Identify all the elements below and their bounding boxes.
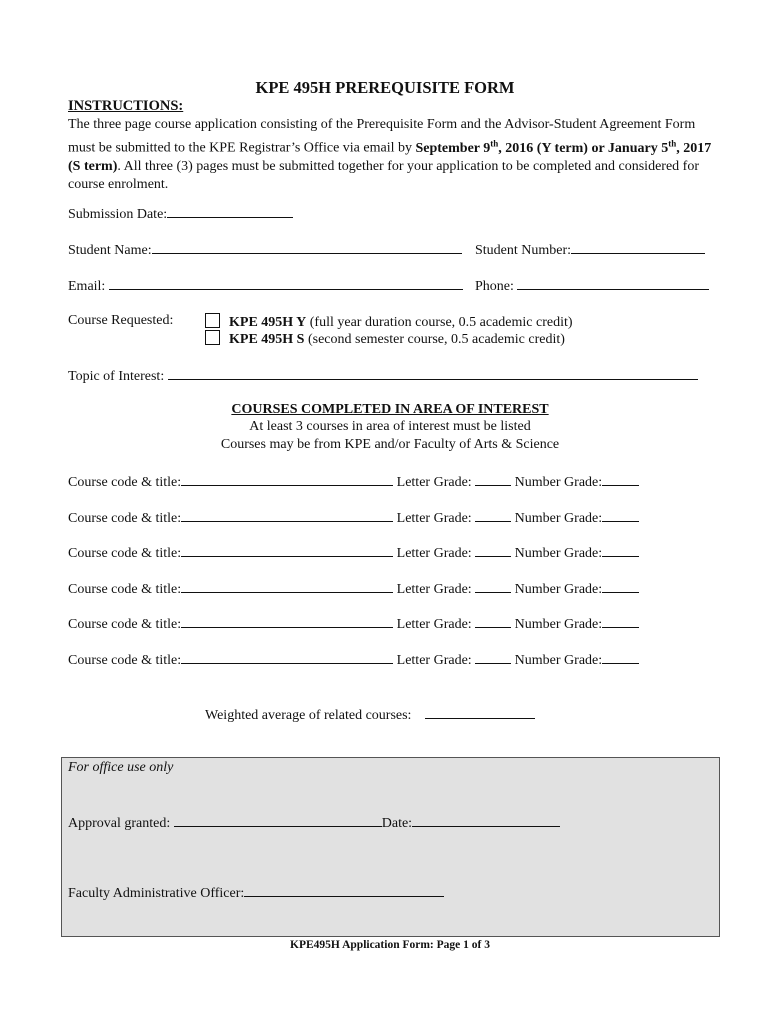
course-s-code: KPE 495H S xyxy=(229,332,305,347)
course-code-label: Course code & title: xyxy=(68,653,182,668)
student-name-label: Student Name: xyxy=(68,243,152,258)
topic-row xyxy=(68,367,698,385)
instructions-part2: . All three (3) pages must be submitted together for your application to be completed and considered for course enrolment. xyxy=(68,158,699,192)
student-number-label: Student Number: xyxy=(475,243,572,258)
number-grade-label: Number Grade: xyxy=(514,617,603,632)
student-name-row xyxy=(68,241,462,259)
page-footer: KPE495H Application Form: Page 1 of 3 xyxy=(290,939,490,951)
topic-label: Topic of Interest: xyxy=(68,369,165,384)
letter-grade-label: Letter Grade: xyxy=(396,653,472,668)
number-grade-label: Number Grade: xyxy=(514,653,603,668)
number-grade-label: Number Grade: xyxy=(514,546,603,561)
officer-field[interactable] xyxy=(244,884,444,897)
office-date-label: Date: xyxy=(381,816,413,831)
phone-row xyxy=(475,277,709,295)
course-code-label: Course code & title: xyxy=(68,546,182,561)
student-name-field[interactable] xyxy=(152,241,462,254)
topic-field[interactable] xyxy=(168,367,698,380)
instructions-heading: INSTRUCTIONS: xyxy=(68,98,184,114)
number-grade-label: Number Grade: xyxy=(514,475,603,490)
officer-row xyxy=(68,884,444,902)
letter-grade-label: Letter Grade: xyxy=(396,475,472,490)
course-row xyxy=(68,580,639,598)
course-code-field[interactable] xyxy=(181,473,393,486)
course-row xyxy=(68,509,639,527)
deadline-y-term: September 9th, 2016 (Y term) or January 5th, 2017 (S term) xyxy=(68,138,712,174)
course-code-field[interactable] xyxy=(181,580,393,593)
letter-grade-label: Letter Grade: xyxy=(396,511,472,526)
course-option-y[interactable] xyxy=(205,313,573,331)
instructions-part1: The three page course application consisting of the Prerequisite Form and the Advisor-Student Agreement Form must be submitted to the KPE Registrar’s Office via email by xyxy=(68,117,696,156)
officer-label: Faculty Administrative Officer: xyxy=(68,886,245,901)
courses-line2: Courses may be from KPE and/or Faculty of Arts & Science xyxy=(220,437,560,452)
course-code-label: Course code & title: xyxy=(68,511,182,526)
letter-grade-field[interactable] xyxy=(475,473,511,486)
number-grade-field[interactable] xyxy=(602,544,639,557)
letter-grade-field[interactable] xyxy=(475,580,511,593)
course-row xyxy=(68,651,639,669)
course-code-field[interactable] xyxy=(181,615,393,628)
letter-grade-label: Letter Grade: xyxy=(396,617,472,632)
phone-label: Phone: xyxy=(475,279,514,294)
number-grade-field[interactable] xyxy=(602,473,639,486)
student-number-field[interactable] xyxy=(571,241,705,254)
courses-line1: At least 3 courses in area of interest must be listed xyxy=(249,419,531,434)
office-date-field[interactable] xyxy=(412,814,560,827)
weighted-average-field[interactable] xyxy=(425,706,535,719)
letter-grade-field[interactable] xyxy=(475,544,511,557)
instructions-text xyxy=(68,116,718,194)
course-y-desc: (full year duration course, 0.5 academic credit) xyxy=(306,315,573,330)
weighted-average-row xyxy=(205,706,535,724)
form-title: KPE 495H PREREQUISITE FORM xyxy=(255,78,515,97)
course-code-label: Course code & title: xyxy=(68,582,182,597)
student-number-row xyxy=(475,241,705,259)
approval-field[interactable] xyxy=(174,814,382,827)
course-s-checkbox[interactable] xyxy=(205,330,220,345)
submission-date-field[interactable] xyxy=(167,205,293,218)
course-y-code: KPE 495H Y xyxy=(229,315,307,330)
number-grade-field[interactable] xyxy=(602,509,639,522)
weighted-average-label: Weighted average of related courses: xyxy=(205,708,412,723)
course-code-label: Course code & title: xyxy=(68,475,182,490)
number-grade-label: Number Grade: xyxy=(514,511,603,526)
course-row xyxy=(68,544,639,562)
number-grade-field[interactable] xyxy=(602,651,639,664)
courses-heading: COURSES COMPLETED IN AREA OF INTEREST xyxy=(231,402,549,417)
email-row xyxy=(68,277,463,295)
course-code-field[interactable] xyxy=(181,544,393,557)
course-code-field[interactable] xyxy=(181,509,393,522)
phone-field[interactable] xyxy=(517,277,709,290)
letter-grade-label: Letter Grade: xyxy=(396,546,472,561)
letter-grade-field[interactable] xyxy=(475,615,511,628)
submission-date-row xyxy=(68,205,293,223)
course-requested-label: Course Requested: xyxy=(68,313,174,328)
approval-label: Approval granted: xyxy=(68,816,171,831)
email-field[interactable] xyxy=(109,277,463,290)
course-code-label: Course code & title: xyxy=(68,617,182,632)
course-option-s[interactable] xyxy=(205,330,565,348)
office-use-box xyxy=(61,757,720,937)
course-code-field[interactable] xyxy=(181,651,393,664)
submission-date-label: Submission Date: xyxy=(68,207,168,222)
course-row xyxy=(68,473,639,491)
approval-row xyxy=(68,814,560,832)
course-s-desc: (second semester course, 0.5 academic credit) xyxy=(304,332,565,347)
letter-grade-label: Letter Grade: xyxy=(396,582,472,597)
letter-grade-field[interactable] xyxy=(475,651,511,664)
course-y-checkbox[interactable] xyxy=(205,313,220,328)
office-use-heading: For office use only xyxy=(68,760,174,775)
course-row xyxy=(68,615,639,633)
email-label: Email: xyxy=(68,279,106,294)
letter-grade-field[interactable] xyxy=(475,509,511,522)
number-grade-label: Number Grade: xyxy=(514,582,603,597)
number-grade-field[interactable] xyxy=(602,580,639,593)
number-grade-field[interactable] xyxy=(602,615,639,628)
